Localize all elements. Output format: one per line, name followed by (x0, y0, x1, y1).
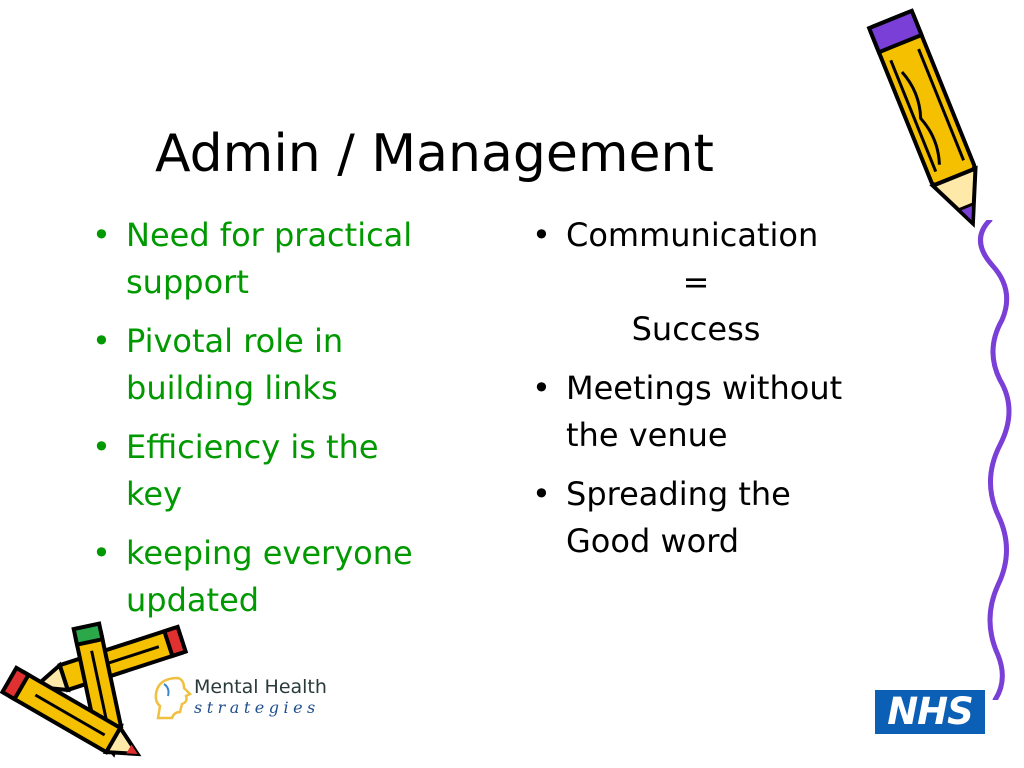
list-item (86, 212, 486, 306)
bullet-icon: • (532, 369, 551, 407)
list-item-text: the venue (566, 416, 728, 454)
list-item (526, 471, 906, 565)
nhs-logo-text: NHS (887, 690, 973, 733)
list-item-text: building links (126, 369, 338, 407)
nhs-logo (875, 690, 985, 734)
list-item-text: key (126, 475, 183, 513)
list-item-text: keeping everyone (126, 534, 413, 572)
left-bullet-list (86, 212, 486, 636)
list-item (86, 424, 486, 518)
list-item-text: Spreading the (566, 475, 791, 513)
bullet-icon: • (92, 428, 111, 466)
list-item (86, 318, 486, 412)
list-item-text: Pivotal role in (126, 322, 344, 360)
squiggle-line-icon (940, 220, 1024, 700)
mental-health-logo-icon (150, 674, 194, 722)
list-item-text: updated (126, 581, 260, 619)
list-item-text: Communication (566, 216, 819, 254)
bullet-icon: • (92, 534, 111, 572)
mental-health-logo-title: Mental Health (194, 676, 327, 698)
list-item-text: Need for practical (126, 216, 413, 254)
list-item (526, 365, 906, 459)
bullet-icon: • (92, 322, 111, 360)
bullet-icon: • (532, 216, 551, 254)
list-item-text: Good word (566, 522, 740, 560)
list-item-text: Efficiency is the (126, 428, 379, 466)
mental-health-logo-subtitle: strategies (194, 698, 320, 717)
list-item (86, 530, 486, 624)
pencil-top-right-icon (850, 0, 1010, 245)
slide-title: Admin / Management (155, 124, 714, 184)
bullet-icon: • (532, 475, 551, 513)
equals-text: = (682, 263, 710, 301)
mental-health-logo (150, 674, 345, 722)
list-item-text: Success (631, 310, 761, 348)
list-item-text: support (126, 263, 249, 301)
list-item-text: Meetings without (566, 369, 843, 407)
list-item (526, 212, 906, 353)
bullet-icon: • (92, 216, 111, 254)
right-bullet-list (526, 212, 906, 577)
